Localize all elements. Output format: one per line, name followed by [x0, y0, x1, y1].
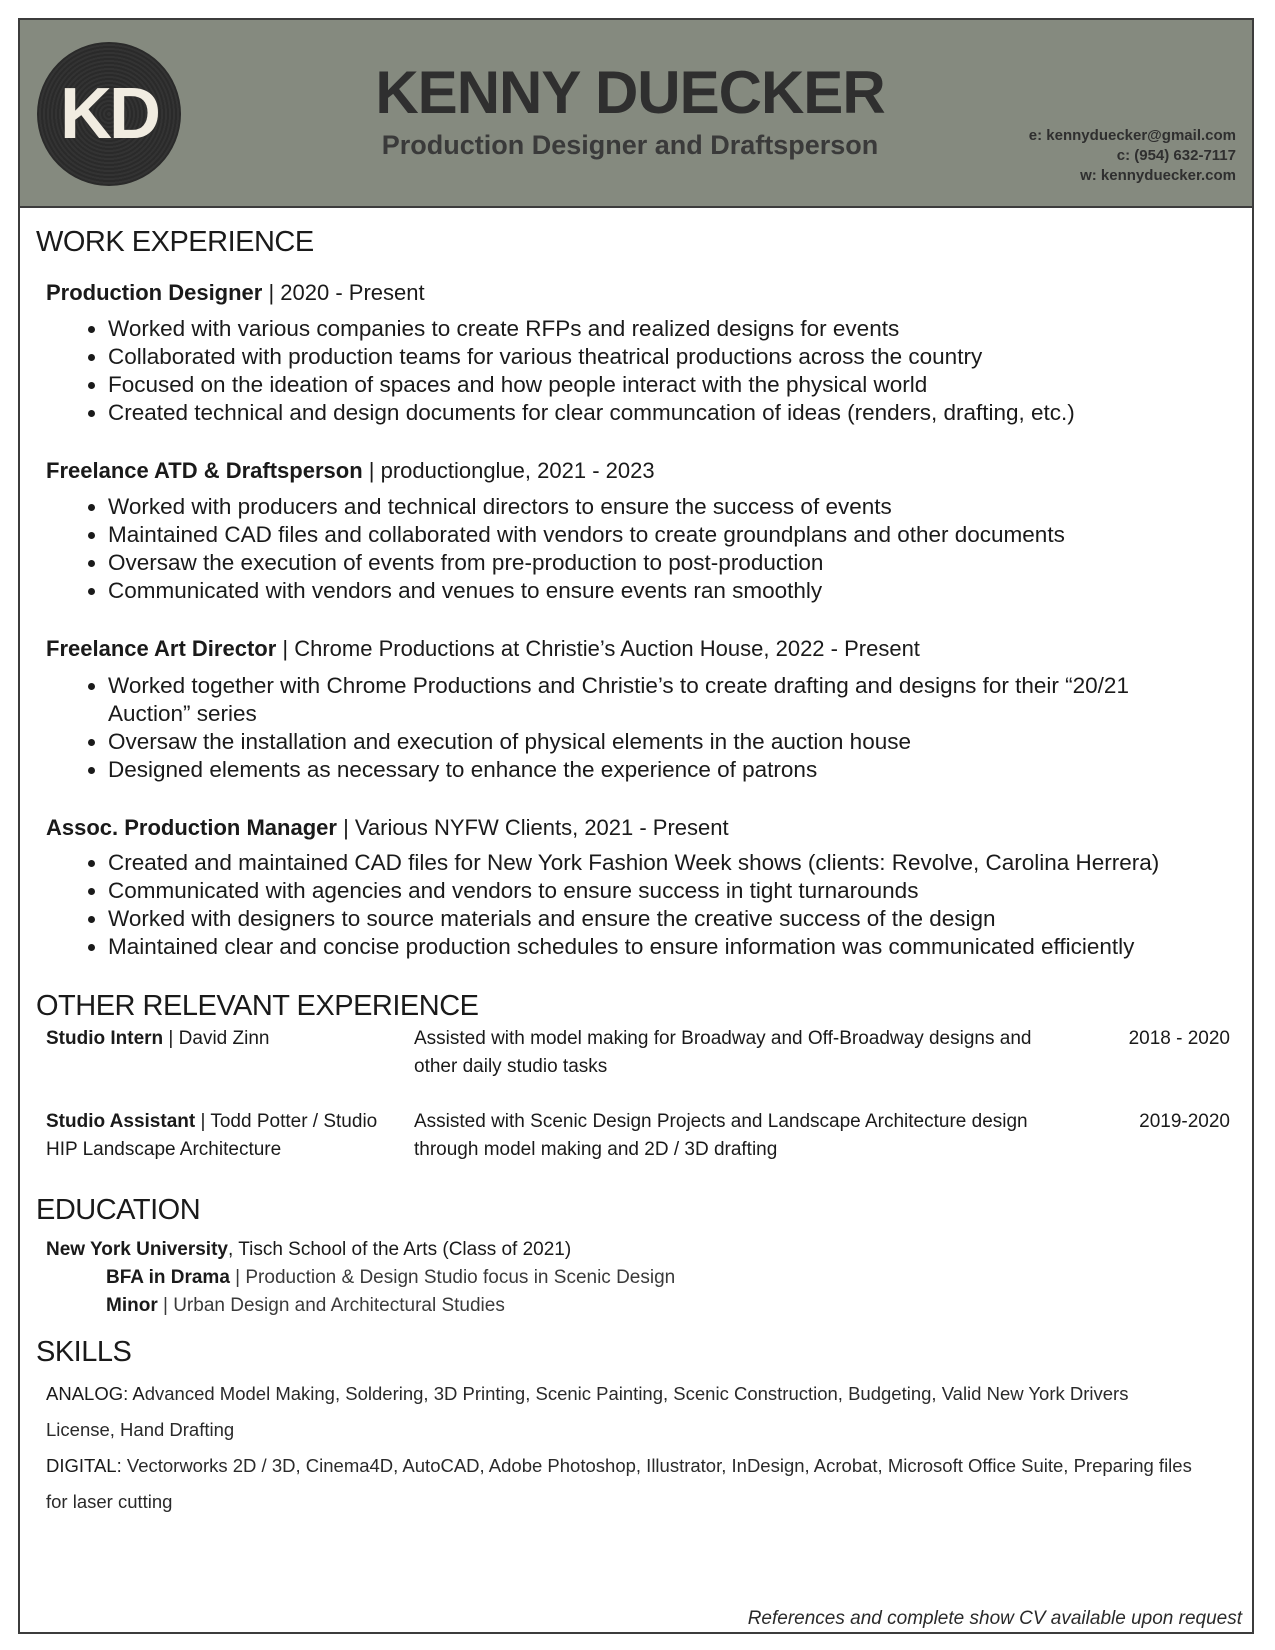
skills-analog [46, 1376, 1196, 1448]
education-heading: EDUCATION [36, 1194, 201, 1226]
job-bullets [72, 315, 1268, 427]
job-bullet: • Focused on the ideation of spaces and how people interact with the physical world [108, 371, 1268, 399]
other-role-org: | David Zinn [163, 1028, 270, 1049]
job-role: Production Designer [46, 280, 263, 305]
job-bullet: • Communicated with agencies and vendors to ensure success in tight turnarounds [108, 877, 1268, 905]
job-detail: | Chrome Productions at Christie’s Auction House, 2022 - Present [276, 636, 920, 661]
job-heading [46, 815, 729, 841]
job-role: Freelance ATD & Draftsperson [46, 458, 363, 483]
skills-digital [46, 1448, 1196, 1520]
job-bullet: • Worked with various companies to create RFPs and realized designs for events [108, 315, 1268, 343]
other-experience-heading: OTHER RELEVANT EXPERIENCE [36, 990, 479, 1022]
other-role-title: Studio Assistant [46, 1111, 196, 1132]
job-detail: | Various NYFW Clients, 2021 - Present [336, 815, 729, 840]
references-note: References and complete show CV available upon request [747, 1608, 1242, 1629]
other-role-title: Studio Intern [46, 1028, 164, 1049]
job-bullet: • Oversaw the execution of events from pre-production to post-production [108, 549, 1268, 577]
skills-digital-list: Vectorworks 2D / 3D, Cinema4D, AutoCAD, Adobe Photoshop, Illustrator, InDesign, Acrobat, Microsoft Office Suite, Preparing files for laser cutting [46, 1455, 1192, 1512]
minor-label: Minor [106, 1295, 158, 1316]
job-bullet: • Worked together with Chrome Productions and Christie’s to create drafting and designs for their “20/21 Auction” series [108, 672, 1208, 728]
degree-detail: | Production & Design Studio focus in Scenic Design [229, 1267, 676, 1288]
monogram-text: KD [60, 74, 158, 154]
monogram-logo [37, 42, 181, 186]
skills-analog-initial: A [132, 1383, 145, 1404]
job-bullet: • Collaborated with production teams for various theatrical productions across the country [108, 343, 1268, 371]
other-role [46, 1108, 396, 1164]
job-bullet: • Created technical and design documents for clear communcation of ideas (renders, drafting, etc.) [108, 399, 1268, 427]
job-heading [46, 636, 920, 662]
job-role: Assoc. Production Manager [46, 815, 337, 840]
other-dates: 2018 - 2020 [1128, 1028, 1230, 1049]
resume-page [18, 18, 1254, 1634]
job-heading [46, 280, 425, 306]
contact-phone[interactable]: c: (954) 632-7117 [1116, 147, 1236, 164]
job-bullets [72, 493, 1268, 605]
contact-website[interactable]: w: kennyduecker.com [1080, 167, 1236, 184]
job-bullet: • Designed elements as necessary to enhance the experience of patrons [108, 756, 1208, 784]
candidate-title: Production Designer and Draftsperson [381, 130, 879, 160]
contact-block [1029, 126, 1236, 186]
job-bullet: • Created and maintained CAD files for New York Fashion Week shows (clients: Revolve, Carolina Herrera) [108, 849, 1268, 877]
job-bullets [72, 672, 1208, 784]
job-bullet: • Maintained clear and concise production schedules to ensure information was communicated efficiently [108, 933, 1268, 961]
school-detail: , Tisch School of the Arts (Class of 2021) [227, 1239, 572, 1260]
contact-email[interactable]: e: kennyduecker@gmail.com [1028, 127, 1236, 144]
job-role: Freelance Art Director [46, 636, 277, 661]
job-detail: | 2020 - Present [262, 280, 425, 305]
other-role-org: | Todd Potter / Studio HIP Landscape Architecture [46, 1111, 378, 1160]
header-band [20, 20, 1252, 208]
school-name: New York University [46, 1239, 228, 1260]
education-minor [106, 1292, 505, 1320]
education-school [46, 1236, 571, 1264]
job-detail: | productionglue, 2021 - 2023 [362, 458, 655, 483]
work-experience-heading: WORK EXPERIENCE [36, 226, 314, 258]
other-description: Assisted with model making for Broadway and Off-Broadway designs and other daily studio tasks [414, 1028, 1032, 1077]
job-heading [46, 458, 655, 484]
job-bullet: • Communicated with vendors and venues to ensure events ran smoothly [108, 577, 1268, 605]
skills-analog-list: dvanced Model Making, Soldering, 3D Printing, Scenic Painting, Scenic Construction, Budgeting, Valid New York Drivers License, Hand Drafting [46, 1383, 1129, 1440]
candidate-name: KENNY DUECKER [375, 59, 885, 126]
job-bullet: • Maintained CAD files and collaborated with vendors to create groundplans and other documents [108, 521, 1268, 549]
job-bullet: • Worked with designers to source materials and ensure the creative success of the design [108, 905, 1268, 933]
other-dates: 2019-2020 [1139, 1111, 1230, 1132]
degree-name: BFA in Drama [106, 1267, 230, 1288]
skills-digital-label: DIGITAL: [46, 1455, 127, 1476]
job-bullet: • Oversaw the installation and execution of physical elements in the auction house [108, 728, 1208, 756]
education-degree [106, 1264, 675, 1292]
job-bullet: • Worked with producers and technical directors to ensure the success of events [108, 493, 1268, 521]
other-description: Assisted with Scenic Design Projects and Landscape Architecture design through model making and 2D / 3D drafting [414, 1111, 1028, 1160]
other-role [46, 1025, 396, 1053]
minor-detail: | Urban Design and Architectural Studies [157, 1295, 505, 1316]
skills-analog-label: ANALOG: [46, 1383, 133, 1404]
skills-heading: SKILLS [36, 1336, 132, 1368]
job-bullets [72, 849, 1268, 961]
